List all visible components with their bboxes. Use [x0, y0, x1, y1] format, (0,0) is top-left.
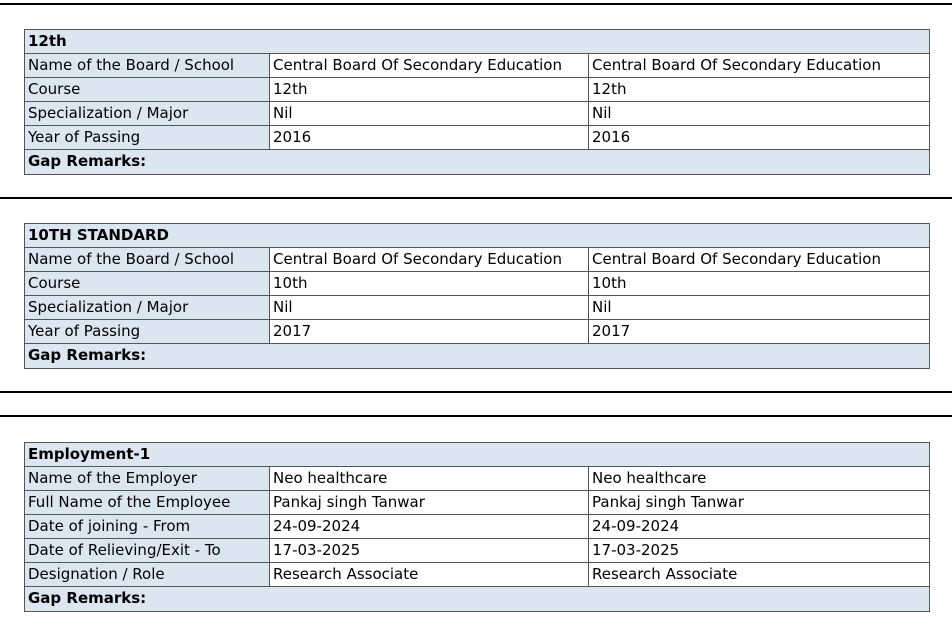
table-row: [25, 515, 929, 539]
row-value-verified: 17-03-2025: [589, 539, 929, 562]
row-value-claimed: Nil: [270, 296, 589, 319]
row-value-verified: Central Board Of Secondary Education: [589, 54, 929, 77]
row-label: Year of Passing: [25, 320, 270, 343]
row-value-claimed: Neo healthcare: [270, 467, 589, 490]
row-value-verified: 2016: [589, 126, 929, 149]
gap-remarks-row: [25, 344, 929, 368]
table-row: [25, 563, 929, 587]
education-10th-table: [24, 223, 930, 369]
row-value-verified: Nil: [589, 102, 929, 125]
row-value-claimed: Nil: [270, 102, 589, 125]
gap-remarks-label: Gap Remarks:: [28, 152, 147, 170]
table-row: [25, 78, 929, 102]
row-label: Specialization / Major: [25, 296, 270, 319]
section-divider: [0, 415, 952, 417]
row-label: Year of Passing: [25, 126, 270, 149]
section-title: 12th: [28, 32, 67, 50]
row-value-claimed: 17-03-2025: [270, 539, 589, 562]
row-label: Specialization / Major: [25, 102, 270, 125]
table-header-row: [25, 224, 929, 248]
row-value-claimed: Pankaj singh Tanwar: [270, 491, 589, 514]
section-title: Employment-1: [28, 445, 151, 463]
row-value-claimed: 24-09-2024: [270, 515, 589, 538]
row-value-claimed: 10th: [270, 272, 589, 295]
table-row: [25, 54, 929, 78]
table-row: [25, 467, 929, 491]
row-value-verified: 10th: [589, 272, 929, 295]
row-value-verified: 2017: [589, 320, 929, 343]
row-value-verified: Research Associate: [589, 563, 929, 586]
table-row: [25, 491, 929, 515]
education-12th-table: [24, 29, 930, 175]
table-row: [25, 539, 929, 563]
row-label: Date of joining - From: [25, 515, 270, 538]
table-row: [25, 296, 929, 320]
table-header-row: [25, 30, 929, 54]
row-value-verified: 12th: [589, 78, 929, 101]
section-divider: [0, 3, 952, 5]
row-value-verified: Central Board Of Secondary Education: [589, 248, 929, 271]
row-value-verified: Neo healthcare: [589, 467, 929, 490]
table-row: [25, 320, 929, 344]
gap-remarks-label: Gap Remarks:: [28, 346, 147, 364]
row-value-claimed: Central Board Of Secondary Education: [270, 54, 589, 77]
row-label: Name of the Board / School: [25, 54, 270, 77]
row-label: Date of Relieving/Exit - To: [25, 539, 270, 562]
section-divider: [0, 391, 952, 393]
row-label: Designation / Role: [25, 563, 270, 586]
row-value-verified: 24-09-2024: [589, 515, 929, 538]
row-value-claimed: 2017: [270, 320, 589, 343]
row-label: Full Name of the Employee: [25, 491, 270, 514]
table-row: [25, 102, 929, 126]
row-value-claimed: 2016: [270, 126, 589, 149]
table-row: [25, 248, 929, 272]
row-value-verified: Pankaj singh Tanwar: [589, 491, 929, 514]
section-title: 10TH STANDARD: [28, 226, 169, 244]
row-value-claimed: Central Board Of Secondary Education: [270, 248, 589, 271]
table-row: [25, 126, 929, 150]
section-divider: [0, 197, 952, 199]
row-label: Name of the Board / School: [25, 248, 270, 271]
gap-remarks-label: Gap Remarks:: [28, 589, 147, 607]
row-value-claimed: 12th: [270, 78, 589, 101]
row-label: Name of the Employer: [25, 467, 270, 490]
table-row: [25, 272, 929, 296]
row-value-verified: Nil: [589, 296, 929, 319]
row-value-claimed: Research Associate: [270, 563, 589, 586]
table-header-row: [25, 443, 929, 467]
row-label: Course: [25, 78, 270, 101]
gap-remarks-row: [25, 587, 929, 611]
gap-remarks-row: [25, 150, 929, 174]
employment-1-table: [24, 442, 930, 612]
row-label: Course: [25, 272, 270, 295]
